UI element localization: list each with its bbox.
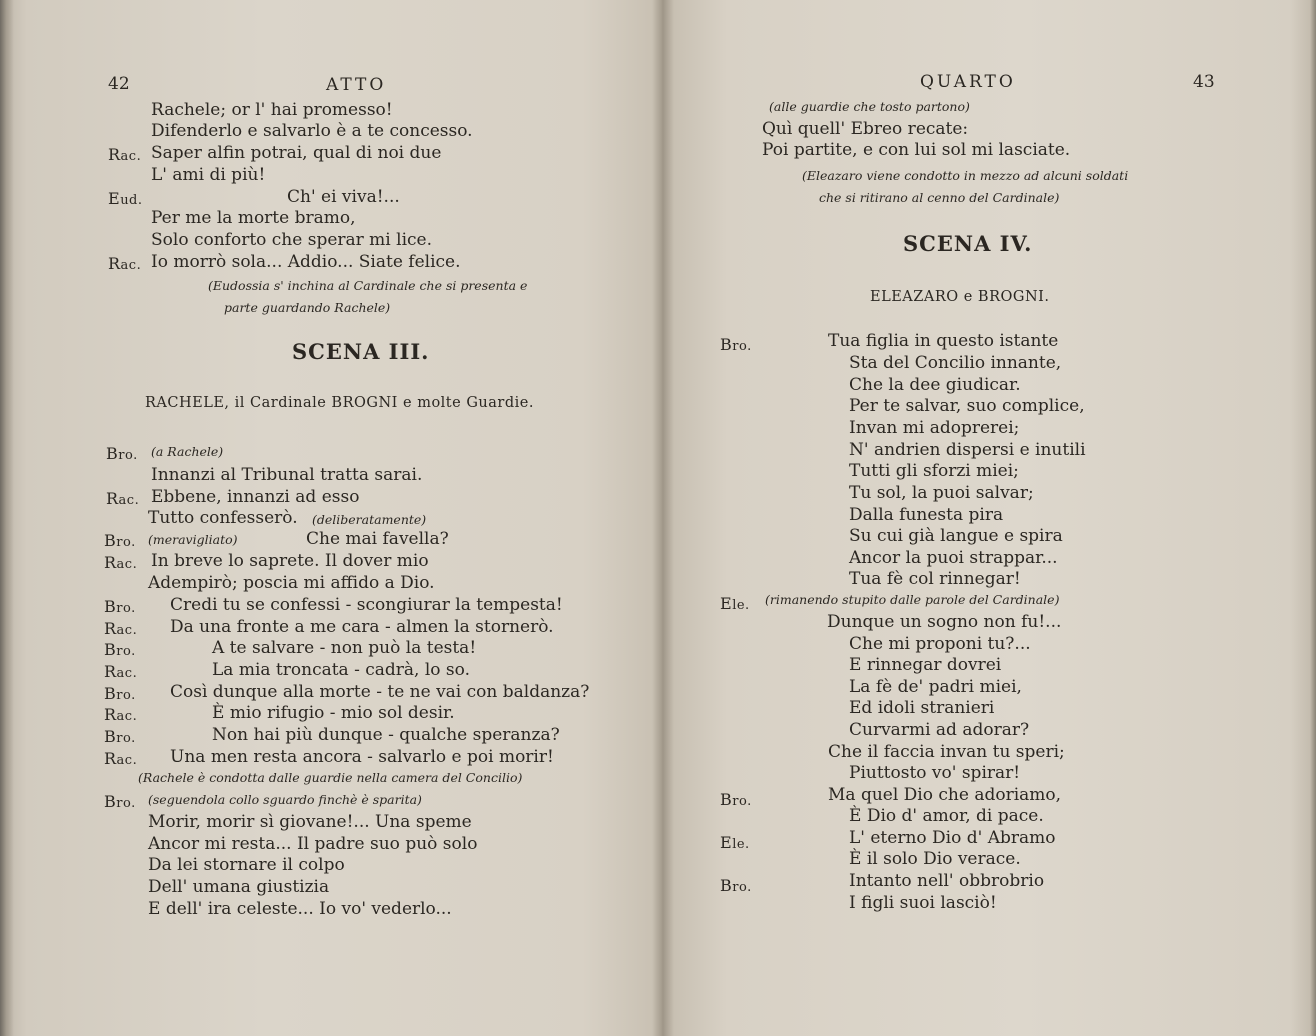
speaker-label: Rac. bbox=[104, 619, 138, 638]
verse-line: La mia troncata - cadrà, lo so. bbox=[212, 660, 470, 680]
verse-line: La fè de' padri miei, bbox=[849, 677, 1022, 697]
speaker-label: Rac. bbox=[104, 705, 138, 724]
verse-line: Ma quel Dio che adoriamo, bbox=[828, 785, 1062, 805]
verse-line: E rinnegar dovrei bbox=[849, 655, 1002, 675]
speaker-label: Bro. bbox=[104, 531, 136, 550]
verse-line: Piuttosto vo' spirar! bbox=[849, 763, 1021, 783]
verse-line: Io morrò sola... Addio... Siate felice. bbox=[151, 252, 461, 272]
verse-line: Che mi proponi tu?... bbox=[849, 634, 1031, 654]
stage-direction: (a Rachele) bbox=[151, 444, 224, 459]
stage-direction: (Rachele è condotta dalle guardie nella camera del Concilio) bbox=[138, 770, 523, 785]
speaker-label: Bro. bbox=[106, 444, 138, 463]
speaker-label: Bro. bbox=[104, 597, 136, 616]
verse-line: Morir, morir sì giovane!... Una speme bbox=[148, 812, 472, 832]
stage-direction: (rimanendo stupito dalle parole del Cardinale) bbox=[765, 592, 1060, 607]
verse-line: Solo conforto che sperar mi lice. bbox=[151, 230, 432, 250]
right-page bbox=[662, 0, 1316, 1036]
scene-cast: ELEAZARO e BROGNI. bbox=[870, 289, 1050, 305]
speaker-label: Rac. bbox=[108, 145, 142, 164]
verse-line: Curvarmi ad adorar? bbox=[849, 720, 1030, 740]
verse-line: Difenderlo e salvarlo è a te concesso. bbox=[151, 121, 473, 141]
verse-line: Intanto nell' obbrobrio bbox=[849, 871, 1045, 891]
running-head: ATTO bbox=[326, 75, 387, 95]
verse-line: Tutto confesserò. bbox=[148, 508, 298, 528]
scene-cast: RACHELE, il Cardinale BROGNI e molte Guardie. bbox=[145, 395, 534, 411]
speaker-label: Bro. bbox=[104, 792, 136, 811]
verse-line: N' andrien dispersi e inutili bbox=[849, 440, 1086, 460]
verse-line: Tu sol, la puoi salvar; bbox=[849, 483, 1034, 503]
verse-line: Da una fronte a me cara - almen la stornerò. bbox=[170, 617, 554, 637]
verse-line: Tua fè col rinnegar! bbox=[849, 569, 1021, 589]
verse-line: Poi partite, e con lui sol mi lasciate. bbox=[762, 140, 1071, 160]
verse-line: Innanzi al Tribunal tratta sarai. bbox=[151, 465, 423, 485]
verse-line: Che la dee giudicar. bbox=[849, 375, 1021, 395]
page-edge-right bbox=[1310, 0, 1316, 1036]
speaker-label: Bro. bbox=[104, 684, 136, 703]
speaker-label: Ele. bbox=[720, 833, 750, 852]
scene-title: SCENA III. bbox=[292, 339, 430, 364]
running-head: QUARTO bbox=[920, 72, 1016, 92]
stage-direction: (meravigliato) bbox=[148, 532, 238, 547]
page-number: 42 bbox=[108, 74, 130, 94]
verse-line: Rachele; or l' hai promesso! bbox=[151, 100, 393, 120]
speaker-label: Bro. bbox=[104, 727, 136, 746]
verse-line: Credi tu se confessi - scongiurar la tempesta! bbox=[170, 595, 563, 615]
verse-line: Una men resta ancora - salvarlo e poi morir! bbox=[170, 747, 554, 767]
stage-direction: (alle guardie che tosto partono) bbox=[769, 99, 970, 114]
book-gutter bbox=[652, 0, 674, 1036]
verse-line: Ch' ei viva!... bbox=[287, 187, 400, 207]
speaker-label: Bro. bbox=[104, 640, 136, 659]
verse-line: E dell' ira celeste... Io vo' vederlo... bbox=[148, 899, 452, 919]
verse-line: Adempirò; poscia mi affido a Dio. bbox=[148, 573, 435, 593]
verse-line: Quì quell' Ebreo recate: bbox=[762, 119, 969, 139]
verse-line: Saper alfin potrai, qual di noi due bbox=[151, 143, 442, 163]
speaker-label: Rac. bbox=[104, 749, 138, 768]
verse-line: Invan mi adoprerei; bbox=[849, 418, 1020, 438]
verse-line: Per te salvar, suo complice, bbox=[849, 396, 1085, 416]
verse-line: È mio rifugio - mio sol desir. bbox=[212, 703, 455, 723]
page-edge-left bbox=[0, 0, 14, 1036]
speaker-label: Rac. bbox=[104, 662, 138, 681]
speaker-label: Bro. bbox=[720, 876, 752, 895]
verse-line: Da lei stornare il colpo bbox=[148, 855, 345, 875]
verse-line: Ancor la puoi strappar... bbox=[849, 548, 1058, 568]
scene-title: SCENA IV. bbox=[903, 231, 1033, 256]
verse-line: Ed idoli stranieri bbox=[849, 698, 995, 718]
speaker-label: Bro. bbox=[720, 335, 752, 354]
verse-line: Sta del Concilio innante, bbox=[849, 353, 1062, 373]
stage-direction: parte guardando Rachele) bbox=[224, 300, 391, 315]
verse-line: Tua figlia in questo istante bbox=[828, 331, 1059, 351]
verse-line: I figli suoi lasciò! bbox=[849, 893, 997, 913]
stage-direction: (seguendola collo sguardo finchè è sparita) bbox=[148, 792, 422, 807]
speaker-label: Eud. bbox=[108, 189, 143, 208]
page-number: 43 bbox=[1193, 72, 1215, 92]
stage-direction: (Eudossia s' inchina al Cardinale che si presenta e bbox=[208, 278, 528, 293]
speaker-label: Rac. bbox=[104, 553, 138, 572]
verse-line: Tutti gli sforzi miei; bbox=[849, 461, 1019, 481]
verse-line: Ebbene, innanzi ad esso bbox=[151, 487, 360, 507]
speaker-label: Ele. bbox=[720, 594, 750, 613]
speaker-label: Rac. bbox=[108, 254, 142, 273]
stage-direction: (Eleazaro viene condotto in mezzo ad alcuni soldati bbox=[802, 168, 1129, 183]
verse-line: Che il faccia invan tu speri; bbox=[828, 742, 1065, 762]
verse-line: L' ami di più! bbox=[151, 165, 266, 185]
verse-line: Dell' umana giustizia bbox=[148, 877, 330, 897]
verse-line: È Dio d' amor, di pace. bbox=[849, 806, 1044, 826]
verse-line: È il solo Dio verace. bbox=[849, 849, 1021, 869]
verse-line: Non hai più dunque - qualche speranza? bbox=[212, 725, 560, 745]
verse-line: Dunque un sogno non fu!... bbox=[827, 612, 1062, 632]
verse-line: Su cui già langue e spira bbox=[849, 526, 1063, 546]
verse-line: Che mai favella? bbox=[306, 529, 449, 549]
verse-line: Ancor mi resta... Il padre suo può solo bbox=[148, 834, 478, 854]
stage-direction: (deliberatamente) bbox=[312, 512, 427, 527]
verse-line: Dalla funesta pira bbox=[849, 505, 1004, 525]
verse-line: L' eterno Dio d' Abramo bbox=[849, 828, 1056, 848]
stage-direction: che si ritirano al cenno del Cardinale) bbox=[819, 190, 1060, 205]
verse-line: Così dunque alla morte - te ne vai con baldanza? bbox=[170, 682, 590, 702]
verse-line: In breve lo saprete. Il dover mio bbox=[151, 551, 429, 571]
speaker-label: Rac. bbox=[106, 489, 140, 508]
speaker-label: Bro. bbox=[720, 790, 752, 809]
verse-line: Per me la morte bramo, bbox=[151, 208, 356, 228]
verse-line: A te salvare - non può la testa! bbox=[212, 638, 477, 658]
